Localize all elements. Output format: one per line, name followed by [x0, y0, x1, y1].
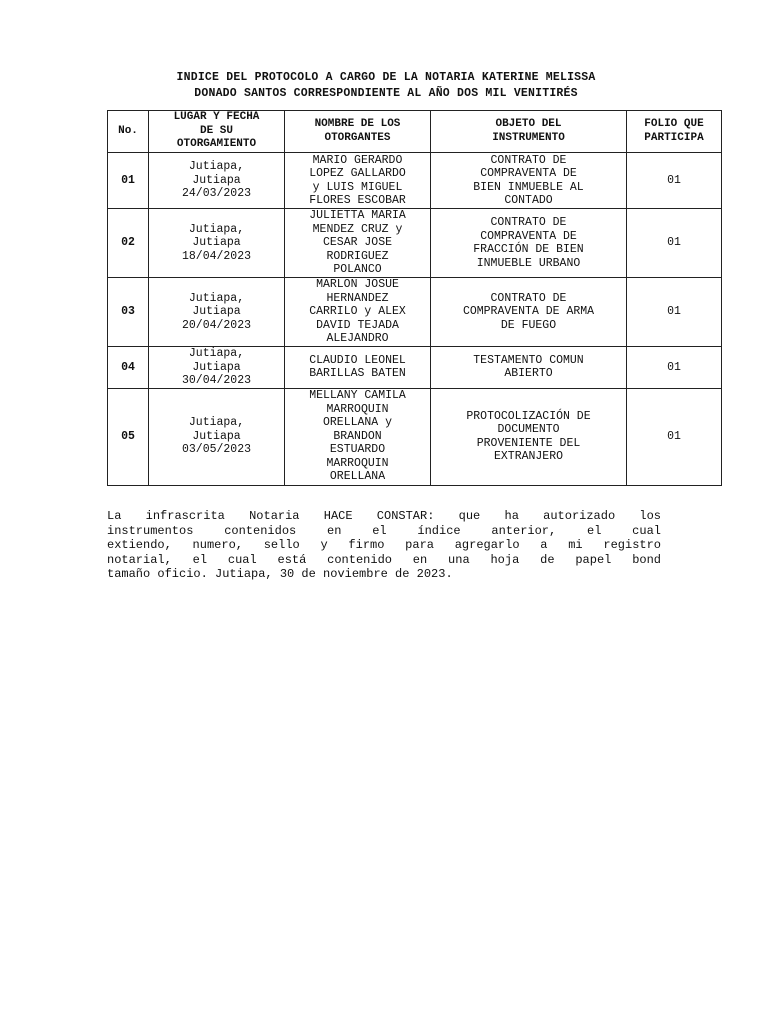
cell-line: y LUIS MIGUEL: [312, 180, 403, 194]
header-text: No.: [118, 124, 138, 137]
cell-line: Jutiapa: [192, 173, 241, 187]
cell-line: Jutiapa,: [188, 291, 245, 305]
cell-line: BARILLAS BATEN: [309, 367, 406, 381]
header-text: OBJETO DEL: [495, 118, 562, 130]
cell-line: Jutiapa: [192, 305, 241, 319]
cell-line: 03/05/2023: [181, 443, 251, 457]
cell-line: 30/04/2023: [181, 374, 251, 387]
cell-otorgantes: [285, 388, 431, 485]
cell-line: BRANDON: [333, 429, 382, 443]
cell-line: PROTOCOLIZACIÓN DE: [466, 409, 591, 423]
cell-line: ESTUARDO: [329, 443, 386, 457]
cell-line: ORELLANA: [329, 470, 386, 484]
cell-line: ABIERTO: [504, 367, 553, 381]
cell-line: MARROQUIN: [326, 456, 389, 470]
cell-line: Jutiapa,: [188, 160, 245, 174]
cell-line: ORELLANA y: [322, 416, 392, 430]
cell-line: 18/04/2023: [181, 249, 251, 263]
cell-line: EXTRANJERO: [493, 450, 563, 463]
document-title-line: INDICE DEL PROTOCOLO A CARGO DE LA NOTARIA KATERINE MELISSA: [176, 71, 596, 84]
cell-no: 01: [108, 153, 149, 209]
header-text: LUGAR Y FECHA: [173, 111, 260, 124]
cell-otorgantes: [285, 278, 431, 347]
cell-line: CLAUDIO LEONEL: [309, 353, 406, 367]
cell-line: CONTRATO DE: [490, 291, 567, 305]
header-text: NOMBRE DE LOS: [314, 118, 401, 130]
cell-line: DOCUMENTO: [497, 423, 560, 436]
header-text: DE SU: [199, 124, 233, 137]
table-header-row: [108, 111, 722, 153]
header-text: OTORGANTES: [324, 131, 391, 144]
closing-line: tamaño oficio. Jutiapa, 30 de noviembre de 2023.: [107, 567, 453, 582]
document-title-line: DONADO SANTOS CORRESPONDIENTE AL AÑO DOS MIL VENITIRÉS: [194, 87, 578, 100]
cell-folio: 01: [627, 388, 722, 485]
header-text: PARTICIPA: [644, 131, 704, 144]
cell-line: MARLON JOSUE: [316, 278, 399, 292]
cell-line: COMPRAVENTA DE ARMA: [462, 305, 595, 319]
cell-folio: 01: [627, 278, 722, 347]
closing-line: instrumentos contenidos en el índice anterior, el cual: [107, 523, 661, 538]
cell-line: LOPEZ GALLARDO: [309, 167, 406, 180]
cell-line: Jutiapa: [192, 236, 241, 250]
protocol-index-table: [107, 110, 722, 486]
cell-line: CONTRATO DE: [490, 153, 567, 167]
header-text: INSTRUMENTO: [492, 131, 565, 144]
header-no: [108, 111, 149, 153]
cell-lugar-fecha: [149, 347, 285, 389]
cell-objeto: [431, 209, 627, 278]
cell-line: Jutiapa,: [188, 416, 245, 430]
cell-line: Jutiapa: [192, 429, 241, 443]
cell-line: COMPRAVENTA DE: [480, 229, 577, 243]
cell-line: MARIO GERARDO: [312, 153, 403, 167]
cell-line: FRACCIÓN DE BIEN: [473, 243, 584, 256]
closing-line: notarial, el cual está contenido en una hoja de papel bond: [107, 552, 661, 567]
cell-line: INMUEBLE URBANO: [476, 256, 581, 270]
cell-line: JULIETTA MARIA: [309, 209, 406, 223]
table-row: [108, 388, 722, 485]
cell-line: MARROQUIN: [326, 402, 389, 416]
cell-line: CARRILO y ALEX: [309, 305, 406, 319]
cell-line: HERNANDEZ: [326, 291, 389, 305]
header-objeto: [431, 111, 627, 153]
header-text: FOLIO QUE: [644, 118, 704, 130]
header-otorgantes: [285, 111, 431, 153]
cell-objeto: [431, 278, 627, 347]
cell-line: TESTAMENTO COMUN: [473, 353, 584, 367]
cell-no: 04: [108, 347, 149, 389]
cell-lugar-fecha: [149, 153, 285, 209]
cell-line: Jutiapa: [192, 360, 241, 374]
cell-line: ALEJANDRO: [326, 332, 389, 346]
cell-line: DAVID TEJADA: [316, 318, 399, 332]
cell-otorgantes: [285, 209, 431, 278]
cell-line: FLORES ESCOBAR: [309, 194, 406, 207]
cell-line: POLANCO: [333, 263, 382, 277]
cell-objeto: [431, 347, 627, 389]
cell-line: RODRIGUEZ: [326, 249, 389, 263]
closing-statement: [107, 509, 661, 582]
cell-folio: 01: [627, 347, 722, 389]
table-row: [108, 278, 722, 347]
header-folio: [627, 111, 722, 153]
cell-line: 24/03/2023: [181, 187, 251, 201]
closing-line: La infrascrita Notaria HACE CONSTAR: que ha autorizado los: [107, 509, 661, 523]
cell-no: 02: [108, 209, 149, 278]
cell-otorgantes: [285, 347, 431, 389]
cell-line: 20/04/2023: [181, 318, 251, 332]
cell-line: CONTADO: [504, 194, 553, 207]
header-text: OTORGAMIENTO: [176, 138, 257, 151]
cell-folio: 01: [627, 153, 722, 209]
cell-line: MELLANY CAMILA: [309, 389, 406, 403]
header-lugar-fecha: [149, 111, 285, 153]
cell-folio: 01: [627, 209, 722, 278]
cell-line: CONTRATO DE: [490, 216, 567, 229]
cell-otorgantes: [285, 153, 431, 209]
cell-line: MENDEZ CRUZ y: [312, 222, 403, 236]
cell-no: 05: [108, 388, 149, 485]
cell-no: 03: [108, 278, 149, 347]
cell-objeto: [431, 153, 627, 209]
cell-line: Jutiapa,: [188, 347, 245, 360]
cell-line: BIEN INMUEBLE AL: [473, 180, 584, 194]
table-row: [108, 153, 722, 209]
document-title: [100, 70, 672, 102]
cell-lugar-fecha: [149, 388, 285, 485]
cell-objeto: [431, 388, 627, 485]
cell-line: Jutiapa,: [188, 222, 245, 236]
cell-line: DE FUEGO: [500, 318, 557, 332]
cell-lugar-fecha: [149, 278, 285, 347]
closing-line: extiendo, numero, sello y firmo para agregarlo a mi registro: [107, 538, 661, 553]
table-row: [108, 209, 722, 278]
cell-line: PROVENIENTE DEL: [476, 436, 581, 450]
cell-lugar-fecha: [149, 209, 285, 278]
cell-line: COMPRAVENTA DE: [480, 167, 577, 180]
cell-line: CESAR JOSE: [322, 236, 392, 250]
table-row: [108, 347, 722, 389]
